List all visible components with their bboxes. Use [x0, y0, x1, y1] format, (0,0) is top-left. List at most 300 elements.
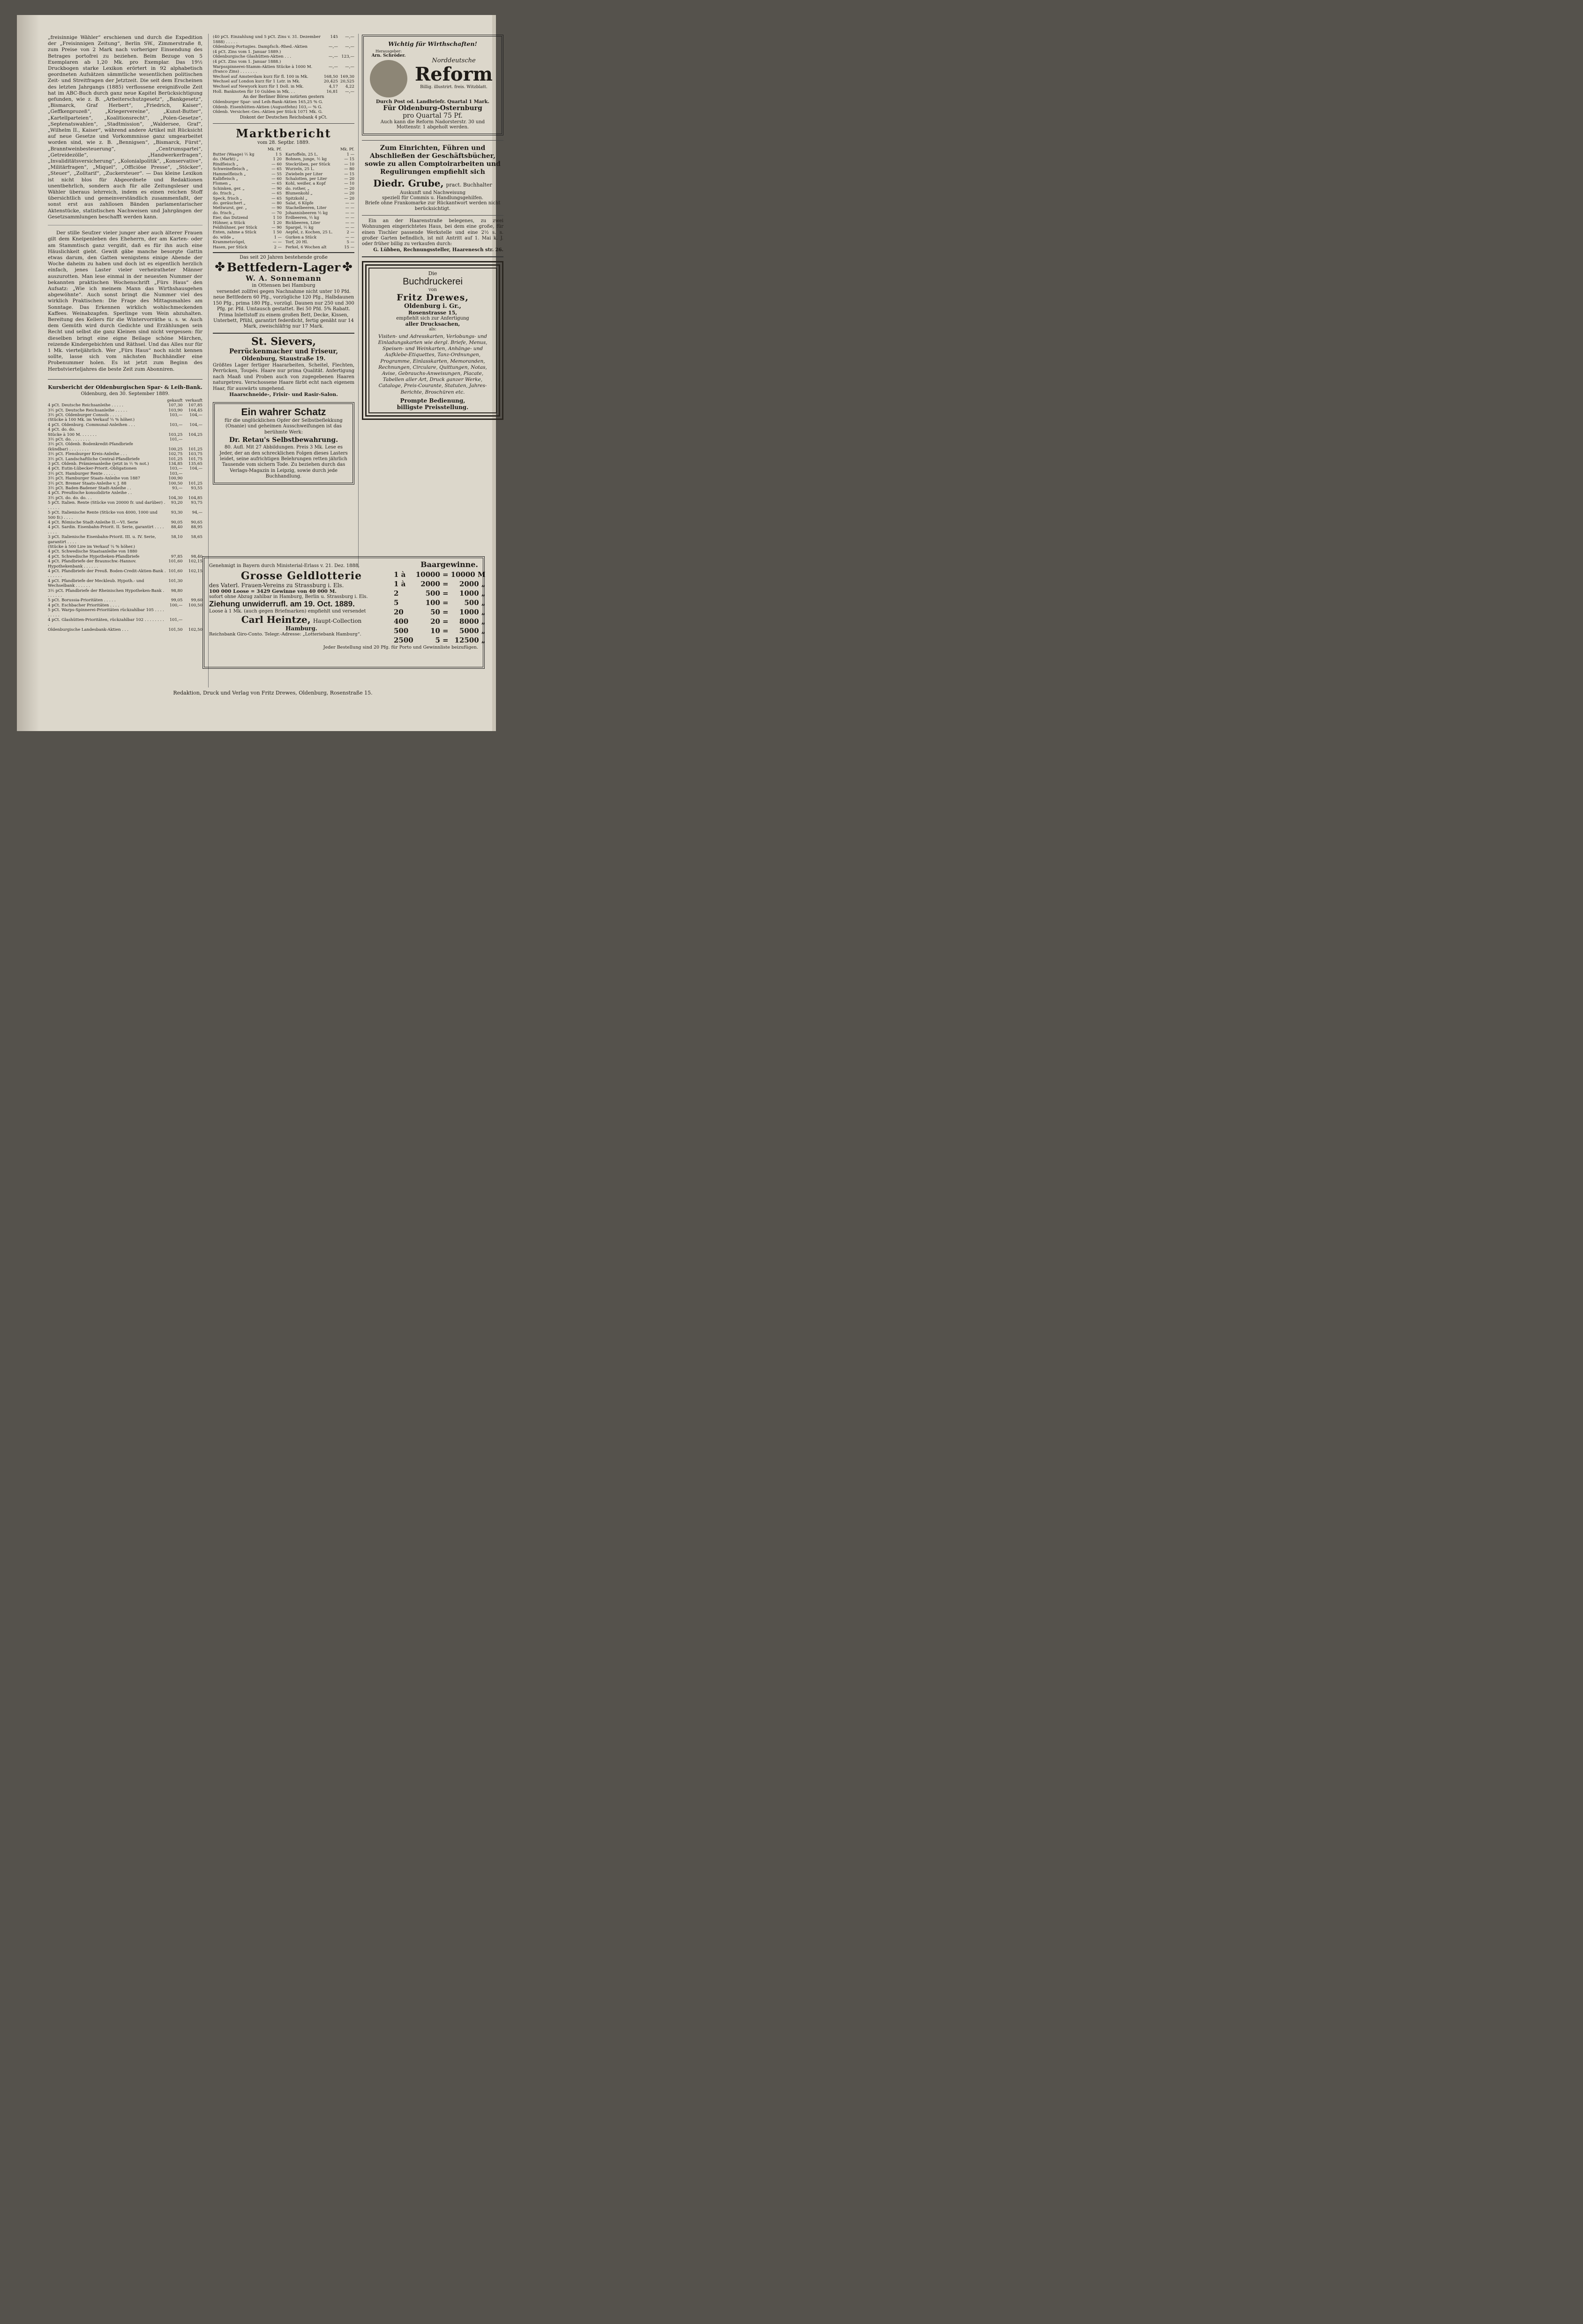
markt-row	[285, 166, 354, 171]
table-cell: 102,15	[188, 568, 203, 574]
lotterie-firm-sub: Haupt-Collection	[313, 618, 362, 624]
drewes-city: Oldenburg i. Gr.,	[404, 302, 461, 310]
table-cell: 20	[430, 617, 440, 626]
markt-row	[213, 201, 282, 205]
table-cell: — 90	[271, 205, 282, 210]
table-cell	[322, 69, 338, 75]
lotterie-bank: Reichsbank Giro-Conto. Telegr.-Adresse: „Lotteriebank Hamburg“.	[209, 632, 361, 637]
table-cell: 103,90	[168, 408, 183, 413]
markt-row	[285, 181, 354, 186]
table-cell	[166, 549, 182, 554]
table-cell: 4 pCt. Pfandbriefe der Preuß. Boden-Credit-Aktien-Bank . . . . . . .	[48, 568, 166, 579]
table-cell: 2	[394, 589, 399, 598]
table-cell: Hammelfleisch „	[213, 171, 246, 176]
table-cell: 4,22	[345, 84, 354, 89]
table-cell: — —	[345, 210, 354, 215]
table-cell: Schinken, ger. „	[213, 186, 245, 191]
kurs-row	[48, 433, 203, 437]
divider	[48, 379, 203, 380]
table-cell: — 20	[344, 176, 354, 181]
table-cell: — 15	[344, 171, 354, 176]
grube-profession: pract. Buchhalter	[446, 182, 492, 188]
kurs-row	[48, 481, 203, 486]
kursbericht-date: Oldenburg, den 30. September 1889.	[81, 391, 170, 396]
table-cell: 1000 „	[459, 608, 486, 616]
table-cell: — 20	[344, 186, 354, 191]
markt-row	[213, 172, 282, 176]
table-cell: 3½ pCt. Hamburger Rente . . . . .	[48, 471, 115, 476]
reform-line1: Durch Post od. Landbriefr. Quartal 1 Mark.	[376, 99, 489, 105]
table-cell: 101,25	[188, 447, 203, 452]
table-cell: Steckrüben, per Stück	[285, 161, 330, 166]
table-cell: 98,40	[191, 554, 203, 559]
table-cell: — 65	[271, 166, 282, 172]
kurs-row	[48, 457, 203, 462]
sievers-salon: Haarschneide-, Frisir- und Rasir-Salon.	[229, 391, 338, 397]
kurs-row	[48, 589, 203, 598]
drewes-die: Die	[428, 270, 437, 276]
berlin-row: Oldenb. Eisenhütten-Aktien (Augustfehn) 103,— % G.	[213, 105, 323, 110]
table-cell: — —	[345, 205, 354, 210]
table-cell: — —	[345, 220, 354, 225]
berlin-row: Oldenburger Spar- und Leih-Bank-Aktien 165,25 % G.	[213, 100, 323, 105]
table-cell: —,—	[345, 35, 354, 39]
bettfedern-pre: Das seit 20 Jahren bestehende große	[240, 255, 328, 261]
divider	[213, 123, 354, 124]
table-cell: Schweinefleisch „	[213, 166, 248, 172]
markt-row	[213, 191, 282, 195]
kurs-row	[48, 491, 203, 495]
table-cell: Bohnen, junge, ½ kg	[285, 157, 327, 162]
unit-header: Mk. Pf.	[340, 146, 354, 151]
table-cell: 100,25	[168, 447, 183, 452]
table-cell: 98,80	[171, 588, 183, 593]
reform-line4: Auch kann die Reform Nadorsterstr. 30 und Mottenstr. 1 abgeholt werden.	[380, 120, 485, 130]
table-cell: Spargel, ½ kg	[285, 225, 314, 230]
table-cell: — 65	[271, 195, 282, 201]
table-cell: 168,50	[323, 74, 338, 79]
table-cell: Eier, das Dutzend	[213, 215, 248, 220]
table-cell	[182, 618, 203, 628]
markt-row	[285, 210, 354, 215]
markt-row	[285, 205, 354, 210]
table-cell: 100	[425, 598, 440, 607]
kurs-row	[48, 501, 203, 510]
table-cell: Zwiebeln per Liter	[285, 171, 323, 176]
table-cell: 3½ pCt. Baden-Badener Stadt-Anleihe . .	[48, 486, 131, 491]
kurs-row	[48, 549, 203, 554]
table-cell: 97,85	[171, 554, 183, 559]
column-rule-2	[358, 34, 359, 568]
kurs-row	[48, 559, 203, 569]
kurs-row	[48, 598, 203, 603]
lotterie-note: Jeder Bestellung sind 20 Pfg. für Porto und Gewinnliste beizufügen.	[323, 645, 478, 650]
table-cell	[182, 476, 203, 481]
kurs-row	[213, 79, 354, 84]
markt-row	[285, 220, 354, 225]
kurs-row	[48, 418, 203, 422]
schatz-book: Dr. Retau's Selbstbewahrung.	[229, 436, 338, 444]
kurs-row	[48, 579, 203, 589]
kurs-continued-rows	[213, 35, 354, 94]
markt-row	[213, 245, 282, 249]
table-cell: 3½ pCt. do. do. do. . .	[48, 495, 92, 501]
table-cell: 4 pCt. Eschbacher Prioritäten . . . .	[48, 603, 120, 608]
table-cell: 4,17	[329, 84, 338, 89]
lotterie-price: Loose à 1 Mk. (auch gegen Briefmarken) empfiehlt und versendet	[209, 609, 366, 614]
markt-row	[285, 196, 354, 201]
markt-row	[285, 235, 354, 239]
table-cell: 4 pCt. Preußische konsolidirte Anleihe . .	[48, 491, 132, 496]
kursbericht-title: Kursbericht der Oldenburgischen Spar- & Leih-Bank.	[48, 384, 203, 390]
table-cell	[182, 427, 203, 432]
table-cell: Schalotten, per Liter	[285, 176, 327, 181]
markt-row	[285, 157, 354, 161]
table-cell: Oldenburg-Portugies. Dampfsch.-Rhed.-Aktien	[213, 45, 308, 50]
table-cell: (40 pCt. Einzahlung und 5 pCt. Zins v. 31. Dezember 1888) . . . . .	[213, 35, 321, 45]
table-cell: 104,45	[188, 408, 203, 413]
markt-left	[213, 146, 282, 249]
table-cell: 400	[394, 617, 409, 626]
kurs-row	[48, 554, 203, 559]
table-cell: 5000 „	[459, 627, 486, 635]
table-cell	[166, 418, 182, 422]
table-cell: —,—	[329, 45, 338, 50]
divider	[362, 215, 503, 216]
table-cell: 90,05	[171, 520, 183, 525]
table-cell: — —	[345, 225, 354, 230]
table-cell: 20	[394, 608, 404, 616]
table-cell: — 65	[271, 181, 282, 186]
table-cell: — 20	[344, 191, 354, 196]
table-cell: Oldenburgische Glashütten-Aktien . . .	[213, 54, 292, 60]
column-1	[48, 35, 203, 632]
column-3	[362, 35, 503, 420]
lotterie-city: Hamburg.	[285, 625, 317, 632]
kurs-continued-table	[213, 35, 354, 94]
kurs-row	[48, 618, 203, 628]
table-cell: (kündbar) . . . . . . . .	[48, 447, 89, 452]
table-cell: Warpsspinnerei-Stamm-Aktien Stücke à 1000 M.	[213, 64, 313, 69]
table-cell: 15 —	[344, 244, 354, 249]
table-cell: do. frisch „	[213, 191, 235, 196]
markt-row	[213, 215, 282, 220]
table-cell: —,—	[345, 64, 354, 69]
drewes-all: aller Drucksachen,	[405, 321, 460, 327]
schatz-text1: für die unglücklichen Opfer der Selbstbeflekkung (Onanie) und geheimen Ausschweifungen ist das berühmte Werk:	[225, 418, 343, 435]
kursbericht-table	[48, 398, 203, 633]
table-cell: 88,40	[171, 525, 183, 530]
table-cell: 3½ pCt. Pfandbriefe der Rheinischen Hypotheken-Bank . . . . . . .	[48, 588, 165, 598]
table-cell: — 80	[271, 200, 282, 205]
kurs-row	[48, 603, 203, 608]
table-cell: 94,—	[192, 510, 203, 516]
lotterie-top: Genehmigt in Bayern durch Ministerial-Erlass v. 21. Dez. 1888.	[209, 563, 360, 568]
table-cell: 10000 M	[450, 570, 486, 579]
lotterie-loose: 100 000 Loose = 3429 Gewinne von 40 000 M.	[209, 589, 337, 594]
table-cell: 93,—	[172, 486, 183, 491]
table-cell: 101,30	[168, 578, 183, 583]
table-cell: 3½ pCt. Deutsche Reichsanleihe . . . . .	[48, 408, 128, 413]
table-cell: (4 pCt. Zins vom 1. Januar 1888.)	[213, 59, 281, 64]
drewes-list: Visiten- und Adresskarten, Verlobungs- und Einladungskarten wie dergl. Briefe, Menus, Speisen- und Weinkarten, Anhänge- und Aufklebe-Etiquettes, Tanz-Ordnungen, Programme, Einlasskarten, Memoranden, Rechnungen, Circulare, Quittungen, Notas, Avise, Gebrauchs-Anweisungen, Placate, Tabellen aller Art, Druck ganzer Werke, Cataloge, Preis-Courante, Statuten, Jahres-Berichte, Broschüren etc.	[378, 333, 488, 395]
lotterie-ad	[203, 556, 485, 669]
kurs-row	[48, 510, 203, 520]
prize-row	[394, 617, 486, 626]
markt-row	[285, 239, 354, 244]
table-cell: 100,—	[169, 603, 183, 608]
table-cell: 500 „	[464, 598, 486, 607]
grube-name: Diedr. Grube,	[373, 178, 444, 189]
table-cell	[182, 471, 203, 476]
table-cell	[338, 50, 354, 55]
table-cell: 103,—	[169, 471, 183, 476]
table-cell: Rindfleisch „	[213, 161, 239, 166]
table-cell: — 60	[271, 161, 282, 166]
table-cell: 101,60	[168, 559, 183, 564]
kurs-row	[48, 413, 203, 418]
markt-row	[285, 162, 354, 166]
drewes-price: billigste Preisstellung.	[397, 404, 469, 411]
markt-row	[213, 176, 282, 181]
luebben-text: Ein an der Haarenstraße belegenes, zu zwei Wohnungen eingerichtetes Haus, bei dem eine große, für einen Tischler passende Werkstelle und eine 2½ s. s. großer Garten befindlich, ist mit Antritt auf 1. Mai k. J. oder früher billig zu verkaufen durch:	[362, 218, 503, 247]
table-cell: — —	[345, 234, 354, 239]
table-cell: 2500	[394, 636, 413, 644]
table-cell: — 70	[271, 210, 282, 215]
table-cell: 1 5	[275, 151, 282, 157]
table-cell: 104,25	[188, 432, 203, 437]
table-cell: — —	[345, 200, 354, 205]
table-cell: 101,25	[188, 481, 203, 486]
table-cell: Mettwurst, ger. „	[213, 205, 247, 210]
table-cell: 500	[425, 589, 440, 598]
markt-right	[285, 146, 354, 249]
lotterie-payout: sofort ohne Abzug zahlbar in Hamburg, Berlin u. Strassburg i. Els.	[209, 594, 368, 599]
table-cell: =	[442, 598, 449, 607]
table-cell: 100,90	[168, 476, 183, 481]
kurs-row	[48, 447, 203, 452]
table-cell	[182, 491, 203, 495]
berlin-list	[213, 100, 354, 115]
markt-row	[285, 215, 354, 220]
lotterie-sub: des Vaterl. Frauen-Vereins zu Strassburg i. Els.	[209, 582, 344, 589]
kurs-row	[48, 486, 203, 491]
trumpeter-illustration	[370, 60, 407, 97]
table-cell: Aepfel, z. Kochen, 25 L.	[285, 230, 333, 235]
table-cell: Flomen „	[213, 181, 231, 186]
table-cell: 103,75	[188, 452, 203, 457]
kurs-row	[213, 35, 354, 45]
schatz-title: Ein wahrer Schatz	[241, 406, 326, 418]
prize-table	[394, 570, 486, 645]
kurs-row	[48, 520, 203, 525]
table-cell: 20,425	[323, 79, 338, 84]
markt-row	[213, 239, 282, 244]
table-cell: Holl. Banknoten für 10 Gulden in Mk. . .	[213, 89, 295, 94]
table-cell: Hasen, per Stück	[213, 244, 248, 249]
table-cell: 93,55	[191, 486, 203, 491]
lotterie-firm: Carl Heintze,	[241, 614, 311, 625]
kursbericht-rows	[48, 403, 203, 632]
table-cell	[182, 549, 203, 554]
table-cell: 101,75	[188, 456, 203, 462]
table-cell: 104,85	[188, 495, 203, 501]
table-cell: 3½ pCt. Bremer Staats-Anleihe v. J. 88	[48, 481, 127, 486]
lotterie-baar: Baargewinne.	[420, 560, 478, 569]
table-cell: 10000	[415, 570, 440, 579]
markt-row	[213, 186, 282, 191]
lexikon-article: „freisinnige Wähler“ erschienen und durch die Expedition der „Freisinnigen Zeitung“, Berlin SW., Zimmerstraße 8, zum Preise von 2 Mark nach vorheriger Einsendung des Betrages portofrei zu beziehen. Beim Bezuge von 5 Exemplaren ab 1,20 Mk. pro Exemplar. Das 19½ Druckbogen starke Lexikon erörtert in 92 alphabetisch geordneten Aufsätzen sämmtliche wesentlichen politischen Zeit- und Streitfragen der Jetztzeit. Die seit dem Erscheinen des letzten Jahrgangs (1885) verflossene ereignißvolle Zeit hat im ABC-Buch durch ganz neue Kapitel Berücksichtigung gefunden, wie z. B. „Arbeiterschutzgesetz“, „Bankgesetz“, „Bismarck, Graf Herbert“, „Friedrich, Kaiser“, „Geffkenprozeß“, „Kriegervereine“, „Kunst-Butter“, „Kartellparteien“, „Koalitionsrecht“, „Polen-Gesetze“, „Septenatswahlen“, „Stadtmission“, „Waldersee, Graf“, „Wilhelm II., Kaiser“, während andere Artikel mit Rücksicht auf neue Gesetze und Vorkommnisse ganz umgearbeitet worden sind, wie z. B. „Bennigsen“, „Bismarck, Fürst“, „Branntweinbesteuerung“, „Centrumspartei“, „Getreidezölle“, „Handwerkerfragen“, „Invaliditätsversicherung“, „Kolonialpolitik“, „Konservative“, „Militärfragen“, „Miquel“, „Officiöse Presse“, „Stöcker“, „Steuer“, „Zolltarif“, „Zuckersteuer“. — Das kleine Lexikon ist nicht blos für Abgeordnete und Redaktionen unentbehrlich, sondern auch für alle Zeitungsleser und Wähler überaus lehrreich, indem es einen reichen Stoff übersichtlich und gemeinverständlich zusammenfaßt, der sonst erst aus zahllosen Bänden parlamentarischer Aktenstücke, statistischen Nachweisen und Jahrgängen der Gesetzsammlungen beschafft werden kann.	[48, 35, 203, 220]
table-cell: =	[442, 617, 449, 626]
bettfedern-ad	[213, 255, 354, 330]
table-cell: 2 —	[346, 230, 354, 235]
table-cell: Stachelbeeren, Liter	[285, 205, 327, 210]
drewes-ad	[362, 261, 503, 420]
table-cell: 1 —	[274, 234, 282, 239]
table-cell: 3½ pCt. Landschaftliche Central-Pfandbriefe	[48, 456, 140, 462]
kurs-row	[48, 466, 203, 471]
table-cell: Johannisbeeren ½ kg	[285, 210, 328, 215]
table-cell: Salat, 6 Köpfe	[285, 200, 314, 205]
column-header: verkauft	[185, 398, 203, 403]
table-cell: Speck, frisch „	[213, 195, 242, 201]
table-cell	[166, 427, 182, 432]
table-cell: 101,60	[168, 568, 183, 574]
table-cell: 4 pCt. Deutsche Reichsanleihe . . . . .	[48, 403, 123, 408]
lotterie-title: Grosse Geldlotterie	[240, 570, 362, 582]
table-cell: 93,75	[191, 501, 203, 506]
drewes-service: Prompte Bedienung,	[400, 397, 465, 404]
grube-note: Briefe ohne Frankomarke zur Rückantwort werden nicht berücksichtigt.	[365, 201, 501, 212]
table-cell: 4 pCt. Römische Stadt-Anleihe II.—VI. Serie	[48, 520, 138, 525]
kurs-row	[48, 628, 203, 632]
table-cell: 5 —	[346, 239, 354, 245]
table-cell: 3½ pCt. Hamburger Staats-Anleihe von 1887	[48, 476, 141, 481]
sievers-address: Oldenburg, Staustraße 19.	[241, 355, 326, 362]
table-cell: 104,30	[168, 495, 183, 501]
table-cell: Enten, zahme a Stück	[213, 230, 256, 235]
table-cell	[338, 69, 354, 75]
table-cell	[322, 50, 338, 55]
table-cell: 1 50	[273, 230, 282, 235]
table-cell: Blumenkohl „	[285, 191, 313, 196]
table-cell: Feldhühner, per Stück	[213, 225, 257, 230]
prize-row	[394, 579, 486, 589]
drewes-offer: empfiehlt sich zur Anfertigung	[396, 315, 469, 321]
kurs-row	[48, 471, 203, 476]
table-cell	[182, 437, 203, 442]
table-cell: 2 —	[274, 244, 282, 249]
table-cell	[166, 545, 182, 549]
table-cell: 2000 „	[459, 580, 486, 588]
kurs-row	[48, 462, 203, 466]
markt-row	[285, 245, 354, 249]
table-cell: 123,—	[341, 54, 354, 60]
table-cell: Ferkel, 6 Wochen alt	[285, 244, 327, 249]
table-cell: 5	[435, 636, 440, 644]
clover-icon: ✤	[215, 260, 225, 275]
markt-row	[213, 152, 282, 157]
grube-heading: Zum Einrichten, Führen und Abschließen der Geschäftsbücher, sowie zu allen Comptoirarbeiten und Regulirungen empfiehlt sich	[365, 144, 501, 176]
table-cell: — 15	[344, 157, 354, 162]
diskont-line: Diskont der Deutschen Reichsbank 4 pCt.	[240, 115, 328, 120]
sievers-title: St. Sievers,	[251, 335, 316, 348]
marktbericht-title: Marktbericht	[236, 126, 331, 140]
kurs-row	[213, 69, 354, 75]
table-cell: Wechsel auf Amsterdam kurz für fl. 100 in Mk.	[213, 74, 308, 79]
table-cell: 104,—	[189, 422, 203, 427]
bettfedern-title: Bettfedern-Lager	[226, 260, 341, 274]
markt-row	[213, 157, 282, 161]
kurs-row	[213, 90, 354, 95]
table-cell: 20,525	[340, 79, 354, 84]
markt-row	[285, 230, 354, 234]
kurs-row	[48, 427, 203, 432]
page-fold-shadow	[17, 15, 39, 731]
table-cell: 93,30	[171, 510, 183, 516]
luebben-ad	[362, 218, 503, 253]
drewes-title: Buchdruckerei	[403, 276, 463, 287]
markt-row	[285, 191, 354, 195]
table-cell: do. (Markt) „	[213, 157, 239, 162]
kurs-row	[213, 84, 354, 90]
drewes-street: Rosenstrasse 15,	[408, 309, 458, 316]
table-cell: 102,75	[168, 452, 183, 457]
table-cell: Oldenburgische Landesbank-Aktien . . .	[48, 627, 128, 632]
table-cell: 3½ pCt. Oldenburger Consols . . . . .	[48, 412, 122, 418]
kurs-row	[213, 75, 354, 80]
table-cell: (franco Zins) . . . . . . .	[213, 69, 257, 75]
markt-row	[285, 172, 354, 176]
markt-row	[213, 230, 282, 234]
column-2	[213, 35, 354, 485]
table-cell: 4 pCt. Eutin-Lübecker-Priorit.-Obligationen	[48, 466, 137, 471]
table-cell: =	[442, 570, 449, 579]
table-cell: — 65	[271, 191, 282, 196]
table-cell: 3 pCt. Italienische Eisenbahn-Priorit. III. u. IV. Serie, garantirt . . . .	[48, 535, 156, 545]
table-cell: Kartoffeln, 25 L.	[285, 151, 318, 157]
table-cell: 101,—	[169, 437, 183, 442]
table-cell: — 90	[271, 186, 282, 191]
markt-row	[285, 201, 354, 205]
markt-row	[213, 166, 282, 171]
table-cell: Stücke à 100 M. . . . . . .	[48, 432, 97, 437]
table-cell	[182, 589, 203, 598]
table-cell: 93,20	[171, 501, 183, 506]
table-cell: Bickbeeren, Liter	[285, 220, 321, 225]
table-cell: — —	[272, 239, 282, 245]
bettfedern-firm: W. A. Sonnemann	[246, 274, 322, 283]
table-cell: 101,25	[168, 456, 183, 462]
divider	[362, 140, 503, 141]
table-cell	[182, 608, 203, 618]
table-cell: 5 pCt. Italien. Rente (Stücke von 20000 fr. und darüber) . . . . . .	[48, 501, 165, 510]
table-cell: 101,—	[169, 618, 183, 623]
sievers-sub: Perrückenmacher und Friseur,	[229, 347, 338, 355]
markt-row	[285, 225, 354, 230]
table-cell: 1 —	[346, 151, 354, 157]
table-cell: 5 pCt. Warps-Spinnerei-Prioritäten rückzahlbar 105 . . . . . . . . .	[48, 608, 164, 618]
table-cell: 103,—	[169, 466, 183, 471]
table-cell: — 90	[271, 225, 282, 230]
table-cell: do. geräuchert „	[213, 200, 246, 205]
table-cell: 103,—	[169, 422, 183, 427]
table-cell: (Stücke à 500 Lire im Verkauf ¼ % höher.)	[48, 544, 135, 549]
fuers-haus-article: Der stille Seufzer vieler junger aber auch älterer Frauen gilt dem Kneipenleben des Eheherrn, der am Karten- oder am Stammtisch ganz vergißt, daß es für ihn auch eine Häuslichkeit giebt. Gewiß gäbe manche besorgte Gattin etwas darum, den Gatten wenigstens einige Abende der Woche daheim zu haben und doch ist es eigentlich herzlich einfach, jenes Laster vieler verheiratheter Männer auszurotten. Man lese einmal in der neuesten Nummer der bekannten praktischen Wochenschrift „Fürs Haus“ den Aufsatz: „Wie ich meinem Mann das Wirthshausgehen abgewöhnte“. Auch sonst bringt die Nummer viel des wirklich Praktischen: Die Frage des Mittagsmahles am Sonntage. Das Erkennen wirklich wohlschmeckenden Kaffees. Weinabzapfen. Sperlinge vom Wein abzuhalten. Bereitung des Kellers für die Wintervorräthe u. s. w. Auch dem Gemüth wird durch Gedichte und Erzählungen sein Recht und selbst die ganz Kleinen sind nicht vergessen: für dieselben bringt eine eigne Beilage schöne Märchen, reizende Kindergebichten und Räthsel. Und das Alles nur für 1 Mk. vierteljährlich. Wer „Fürs Haus“ noch nicht kennen sollte, lasse sich vom nächsten Buchhändler eine Probenummer holen. Es ist jetzt zum Beginn des Herbstvierteljahres die beste Zeit zum Abonniren.	[48, 230, 203, 372]
table-cell: — 55	[271, 171, 282, 176]
table-cell: 107,30	[168, 403, 183, 408]
kurs-row	[48, 496, 203, 501]
